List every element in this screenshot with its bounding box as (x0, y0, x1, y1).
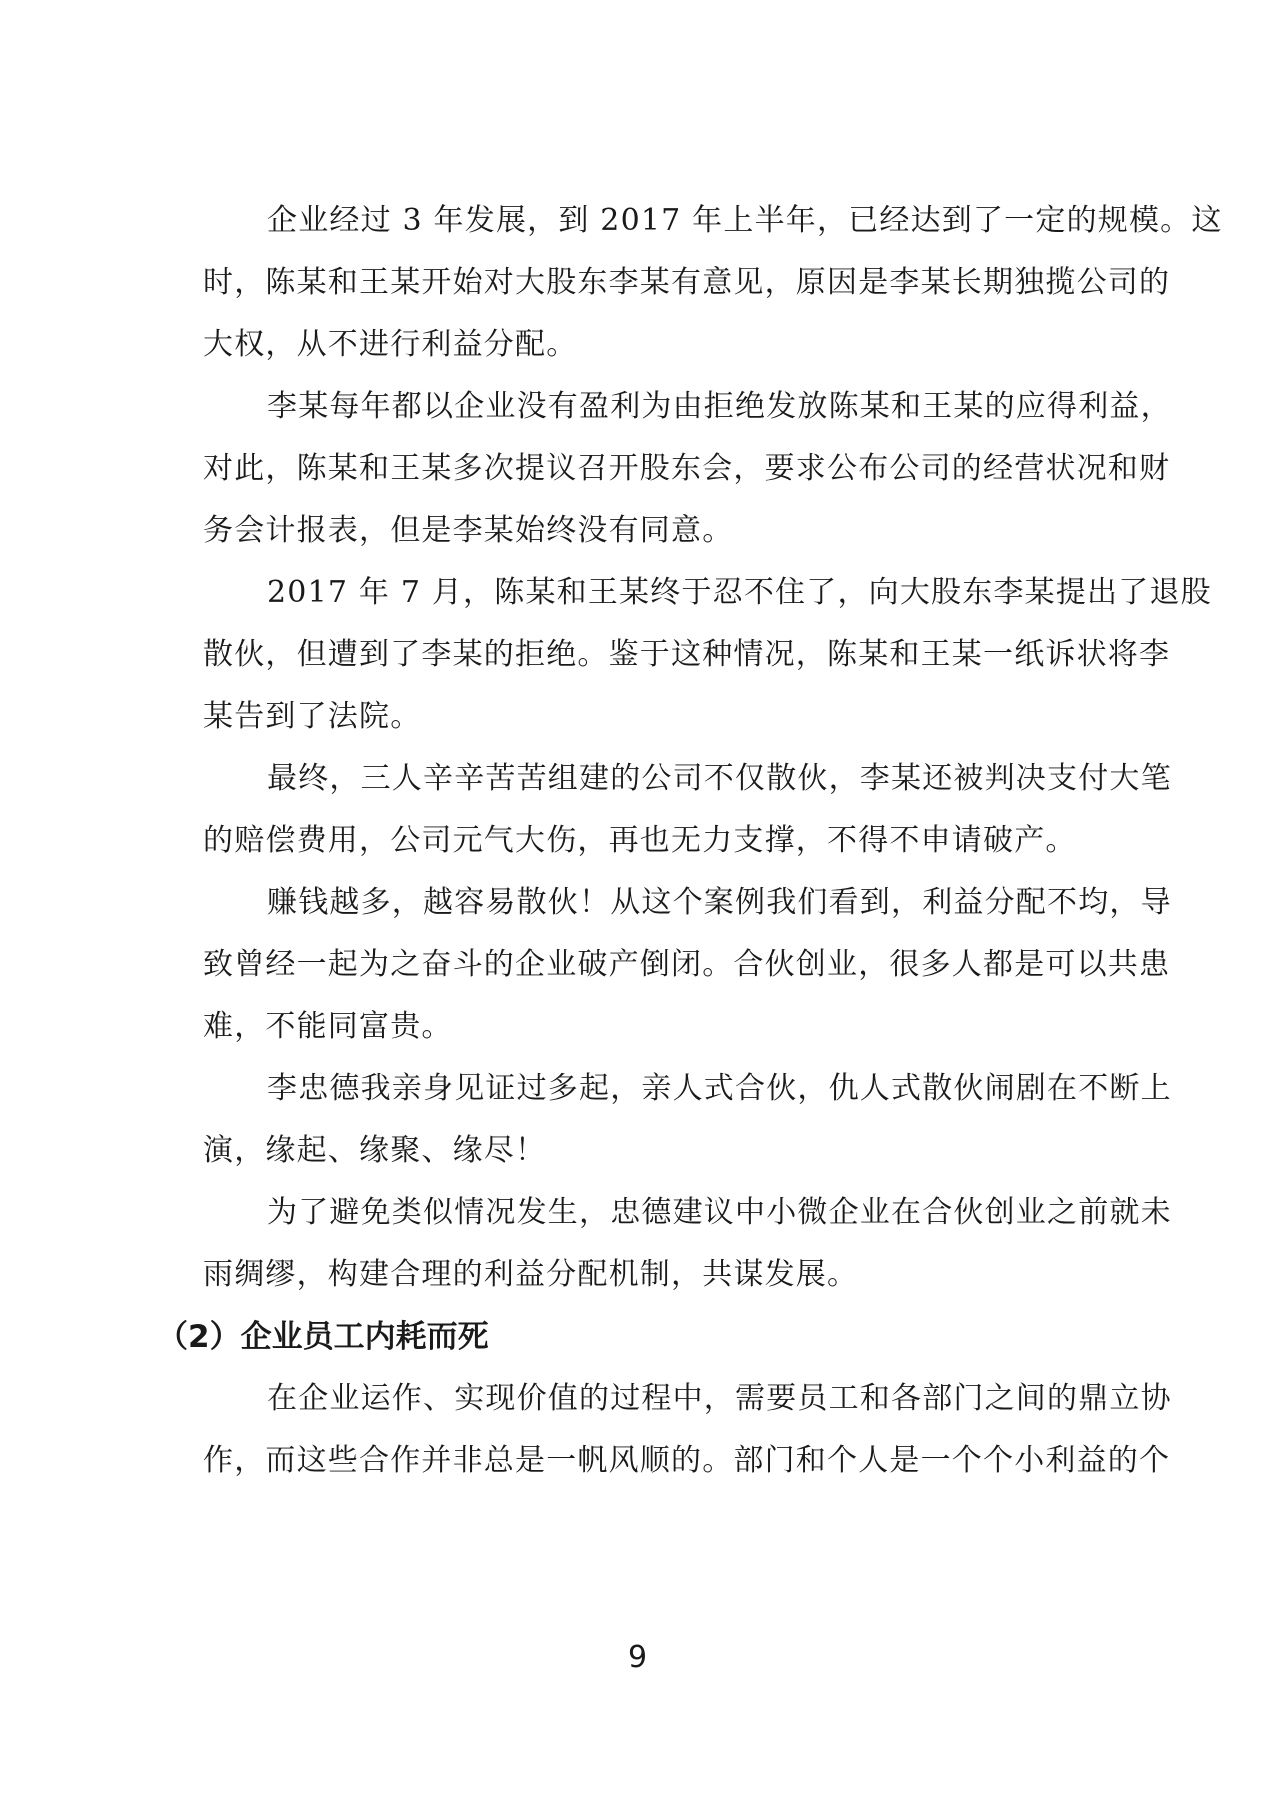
paragraph (143, 376, 1172, 562)
text-line: 某告到了法院。 (203, 699, 422, 734)
text-line: 难，不能同富贵。 (203, 1009, 453, 1044)
text-line: 时，陈某和王某开始对大股东李某有意见，原因是李某长期独揽公司的 (203, 265, 1171, 300)
text-line: 散伙，但遭到了李某的拒绝。鉴于这种情况，陈某和王某一纸诉状将李 (203, 637, 1171, 672)
paragraph (143, 1368, 1172, 1492)
text-line: 李忠德我亲身见证过多起，亲人式合伙，仇人式散伙闹剧在不断上 (267, 1071, 1172, 1106)
text-line: 最终，三人辛辛苦苦组建的公司不仅散伙，李某还被判决支付大笔 (267, 761, 1172, 796)
text-line: 企业经过 3 年发展，到 2017 年上半年，已经达到了一定的规模。这 (267, 203, 1223, 238)
paragraph (143, 190, 1223, 376)
section-heading: （2）企业员工内耗而死 (157, 1319, 489, 1355)
paragraph (143, 748, 1172, 872)
text-line: 务会计报表，但是李某始终没有同意。 (203, 513, 734, 548)
paragraph (143, 1058, 1172, 1182)
text-line: 2017 年 7 月，陈某和王某终于忍不住了，向大股东李某提出了退股 (267, 575, 1212, 610)
text-line: 作，而这些合作并非总是一帆风顺的。部门和个人是一个个小利益的个 (203, 1443, 1171, 1478)
text-line: 演，缘起、缘聚、缘尽！ (203, 1133, 547, 1168)
text-line: 赚钱越多，越容易散伙！从这个案例我们看到，利益分配不均，导 (267, 885, 1172, 920)
text-line: 大权，从不进行利益分配。 (203, 327, 578, 362)
text-line: 雨绸缪，构建合理的利益分配机制，共谋发展。 (203, 1257, 859, 1292)
paragraph (143, 562, 1212, 748)
text-line: 致曾经一起为之奋斗的企业破产倒闭。合伙创业，很多人都是可以共患 (203, 947, 1171, 982)
page-number: 9 (627, 1640, 648, 1675)
text-line: 对此，陈某和王某多次提议召开股东会，要求公布公司的经营状况和财 (203, 451, 1171, 486)
paragraph (143, 872, 1172, 1058)
text-line: 的赔偿费用，公司元气大伤，再也无力支撑，不得不申请破产。 (203, 823, 1077, 858)
paragraph (143, 1182, 1172, 1306)
text-line: 李某每年都以企业没有盈利为由拒绝发放陈某和王某的应得利益， (267, 389, 1172, 424)
text-line: 为了避免类似情况发生，忠德建议中小微企业在合伙创业之前就未 (267, 1195, 1172, 1230)
document-body (143, 190, 1223, 1492)
text-line: 在企业运作、实现价值的过程中，需要员工和各部门之间的鼎立协 (267, 1381, 1172, 1416)
